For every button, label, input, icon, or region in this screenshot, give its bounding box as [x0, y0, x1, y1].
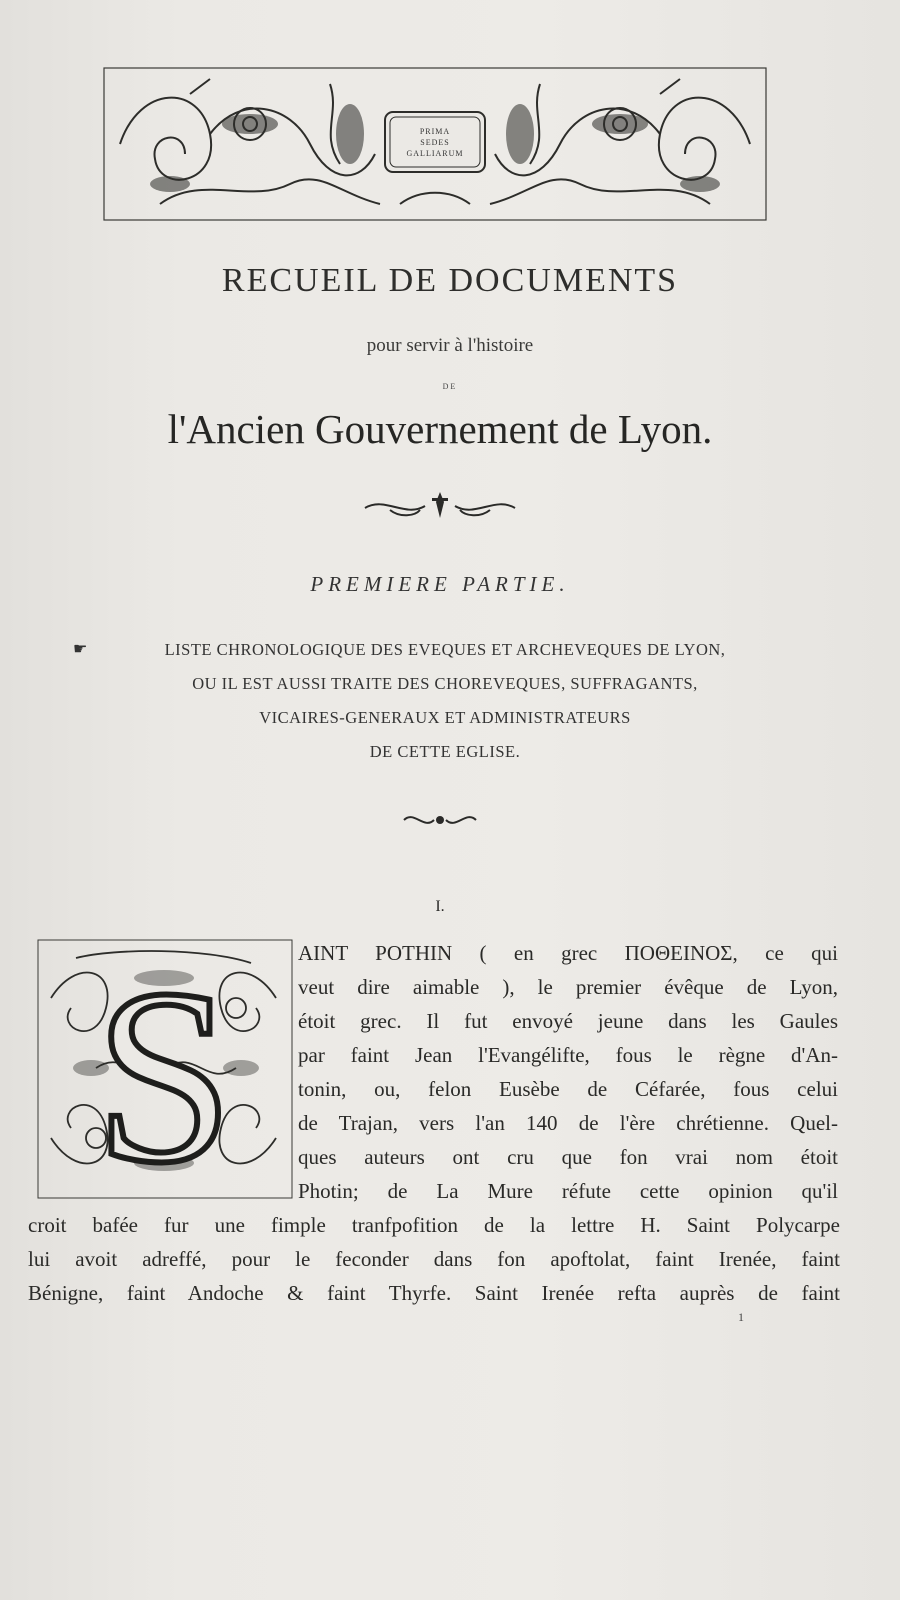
- hand-bullet-icon: ☛: [73, 641, 88, 658]
- decorated-initial: [36, 938, 294, 1200]
- summary-line-4: DE CETTE EGLISE.: [369, 742, 521, 761]
- dropcap-letter: S: [94, 938, 234, 1200]
- body-line-2: veut dire aimable ), le premier évêque de Lyon,: [298, 975, 838, 999]
- body-paragraph-indented: [298, 936, 838, 1208]
- body-line-10: lui avoit adreffé, pour le feconder dans fon apoftolat, faint Irenée, faint: [28, 1247, 840, 1271]
- body-line-6: de Trajan, vers l'an 140 de l'ère chrétienne. Quel-: [298, 1111, 838, 1135]
- motto-line-2: SEDES: [420, 137, 450, 147]
- summary-line-3: VICAIRES-GENERAUX ET ADMINISTRATEURS: [259, 708, 631, 727]
- body-paragraph-full: [28, 1208, 840, 1310]
- body-line-3: étoit grec. Il fut envoyé jeune dans les Gaules: [298, 1009, 838, 1033]
- motto-line-1: PRIMA: [419, 126, 451, 136]
- motto-line-3: GALLIARUM: [406, 148, 464, 158]
- headpiece-motto: [390, 114, 480, 170]
- body-line-5: tonin, ou, felon Eusèbe de Céfarée, fous celui: [298, 1077, 838, 1101]
- ornamental-headpiece: [100, 64, 770, 234]
- body-line-4: par faint Jean l'Evangélifte, fous le règne d'An-: [298, 1043, 838, 1067]
- part-heading: PREMIERE PARTIE.: [310, 572, 570, 596]
- body-line-9: croit bafée fur une fimple tranfpofition de la lettre H. Saint Polycarpe: [28, 1213, 840, 1237]
- body-line-7: ques auteurs ont cru que fon vrai nom étoit: [298, 1145, 838, 1169]
- chapter-summary: [73, 633, 765, 769]
- page-subtitle: pour servir à l'histoire: [366, 335, 534, 356]
- section-number: I.: [435, 898, 445, 915]
- flourish-ornament-icon: [360, 488, 520, 524]
- page-title: RECUEIL DE DOCUMENTS: [221, 262, 679, 299]
- small-fleuron-icon: [400, 808, 480, 832]
- body-line-1: AINT POTHIN ( en grec ΠΟΘΕΙΝΟΣ, ce qui: [298, 941, 838, 965]
- summary-line-2: OU IL EST AUSSI TRAITE DES CHOREVEQUES, SUFFRAGANTS,: [192, 674, 698, 693]
- title-connector: DE: [442, 382, 458, 391]
- page-title-secondary: l'Ancien Gouvernement de Lyon.: [167, 406, 713, 452]
- body-line-8: Photin; de La Mure réfute cette opinion qu'il: [298, 1179, 838, 1203]
- body-line-11: Bénigne, faint Andoche & faint Thyrfe. Saint Irenée refta auprès de faint: [28, 1281, 840, 1305]
- page-number: 1: [738, 1310, 744, 1324]
- summary-line-1: LISTE CHRONOLOGIQUE DES EVEQUES ET ARCHEVEQUES DE LYON,: [164, 640, 726, 659]
- dropcap-foliage-icon: [36, 938, 294, 1200]
